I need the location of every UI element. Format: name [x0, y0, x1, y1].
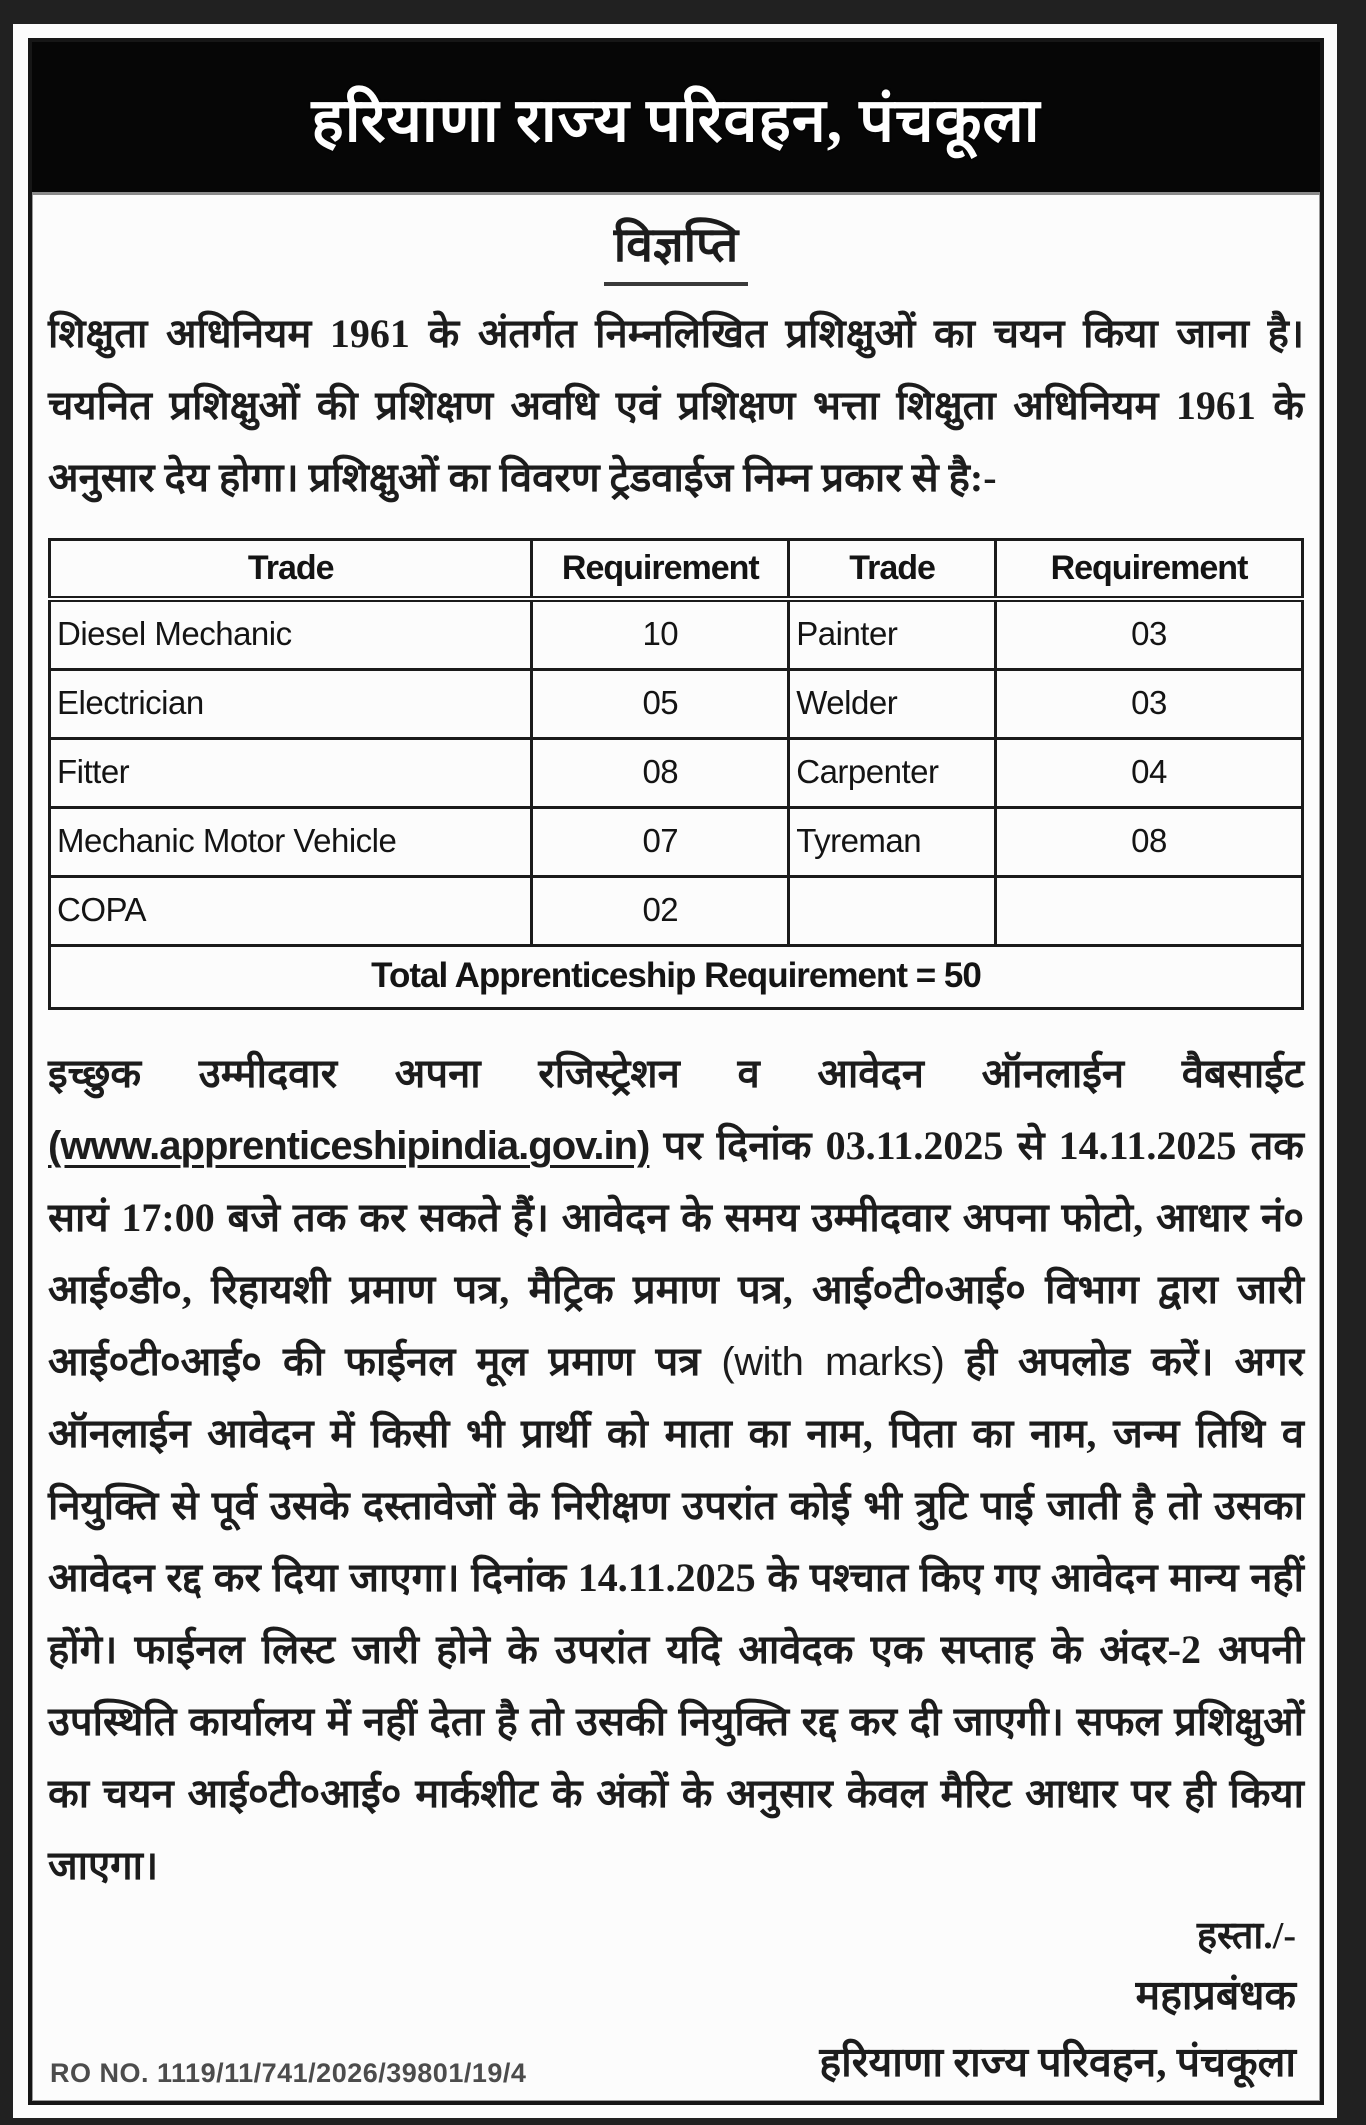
requirement-cell: 10 — [532, 599, 789, 670]
requirement-cell: 05 — [532, 670, 789, 739]
requirement-cell: 03 — [995, 670, 1302, 739]
subtitle-wrap — [48, 211, 1304, 286]
trade-cell: Fitter — [50, 739, 532, 808]
table-row — [50, 739, 1303, 808]
document-page — [13, 24, 1337, 2118]
body-text-3: ही अपलोड करें। अगर ऑनलाईन आवेदन में किसी भी प्रार्थी को माता का नाम, पिता का नाम, जन्म तिथि व नियुक्ति से पूर्व उसके दस्तावेजों के निरीक्षण उपरांत कोई भी त्रुटि पाई जाती है तो उसका आवेदन रद्द कर दिया जाएगा। दिनांक 14.11.2025 के पश्चात किए गए आवेदन मान्य नहीं होंगे। फाईनल लिस्ट जारी होने के उपरांत यदि आवेदक एक सप्ताह के अंदर-2 अपनी उपस्थिति कार्यालय में नहीं देता है तो उसकी नियुक्ति रद्द कर दी जाएगी। सफल प्रशिक्षुओं का चयन आई०टी०आई० मार्कशीट के अंकों के अनुसार केवल मैरिट आधार पर ही किया जाएगा। — [48, 1339, 1304, 1888]
requirement-cell: 02 — [532, 877, 789, 946]
table-row — [50, 599, 1303, 670]
requirement-cell: 08 — [995, 808, 1302, 877]
header-trade-1: Trade — [50, 540, 532, 600]
trade-cell: Electrician — [50, 670, 532, 739]
header-requirement-1: Requirement — [532, 540, 789, 600]
signature-block — [48, 1908, 1304, 2027]
table-header-row — [50, 540, 1303, 600]
body-paragraph — [48, 1038, 1304, 1902]
table-body — [50, 599, 1303, 946]
title-band — [32, 42, 1320, 195]
page-title: हरियाणा राज्य परिवहन, पंचकूला — [311, 87, 1041, 155]
notice-subtitle: विज्ञप्ति — [604, 211, 748, 286]
table-total-row — [50, 946, 1303, 1009]
ro-number: RO NO. 1119/11/741/2026/39801/19/4 — [50, 2058, 527, 2088]
trade-cell-empty — [789, 877, 996, 946]
total-requirement-cell: Total Apprenticeship Requirement = 50 — [50, 946, 1303, 1009]
header-trade-2: Trade — [789, 540, 996, 600]
trade-cell: Painter — [789, 599, 996, 670]
requirement-cell-empty — [995, 877, 1302, 946]
signature-organisation: हरियाणा राज्य परिवहन, पंचकूला — [819, 2039, 1296, 2085]
signature-designation: महाप्रबंधक — [1135, 1972, 1296, 2018]
bottom-row — [48, 2033, 1304, 2101]
requirement-cell: 04 — [995, 739, 1302, 808]
trade-requirement-table — [48, 538, 1304, 1010]
table-head — [50, 540, 1303, 600]
table-foot — [50, 946, 1303, 1009]
with-marks-note: (with marks) — [721, 1340, 945, 1384]
trade-cell: Diesel Mechanic — [50, 599, 532, 670]
trade-cell: Tyreman — [789, 808, 996, 877]
trade-cell: Welder — [789, 670, 996, 739]
trade-cell: Carpenter — [789, 739, 996, 808]
requirement-cell: 03 — [995, 599, 1302, 670]
table-row — [50, 877, 1303, 946]
body-text-1: इच्छुक उम्मीदवार अपना रजिस्ट्रेशन व आवेदन ऑनलाईन वैबसाईट — [48, 1051, 1304, 1096]
header-requirement-2: Requirement — [995, 540, 1302, 600]
requirement-cell: 08 — [532, 739, 789, 808]
table-row — [50, 808, 1303, 877]
document-content — [32, 195, 1320, 2101]
website-url: (www.apprenticeshipindia.gov.in) — [48, 1124, 650, 1168]
document-border-frame — [28, 38, 1324, 2105]
trade-cell: COPA — [50, 877, 532, 946]
table-row — [50, 670, 1303, 739]
intro-paragraph: शिक्षुता अधिनियम 1961 के अंतर्गत निम्नलिखित प्रशिक्षुओं का चयन किया जाना है। चयनित प्रशिक्षुओं की प्रशिक्षण अवधि एवं प्रशिक्षण भत्ता शिक्षुता अधिनियम 1961 के अनुसार देय होगा। प्रशिक्षुओं का विवरण ट्रेडवाईज निम्न प्रकार से है:- — [48, 311, 1304, 500]
signature-abbrev: हस्ता./- — [1196, 1915, 1296, 1957]
trade-cell: Mechanic Motor Vehicle — [50, 808, 532, 877]
body-text-2: पर दिनांक 03.11.2025 से 14.11.2025 तक सायं 17:00 बजे तक कर सकते हैं। आवेदन के समय उम्मीदवार अपना फोटो, आधार नं० आई०डी०, रिहायशी प्रमाण पत्र, मैट्रिक प्रमाण पत्र, आई०टी०आई० विभाग द्वारा जारी आई०टी०आई० की फाईनल मूल प्रमाण पत्र — [48, 1123, 1304, 1384]
requirement-cell: 07 — [532, 808, 789, 877]
